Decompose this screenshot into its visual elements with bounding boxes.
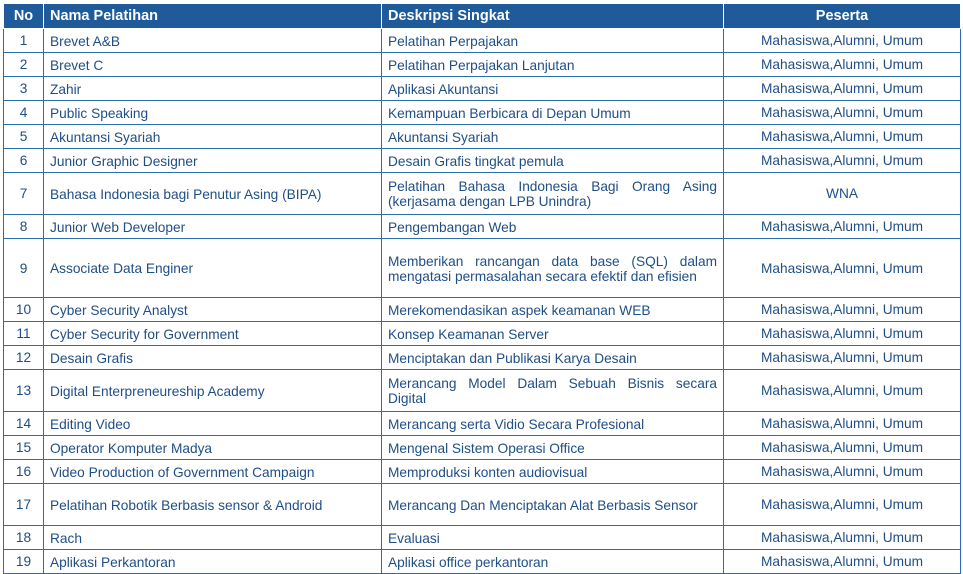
training-description: Evaluasi: [382, 526, 724, 550]
row-number: 9: [4, 239, 44, 298]
training-participants: Mahasiswa,Alumni, Umum: [724, 370, 961, 412]
training-name: Bahasa Indonesia bagi Penutur Asing (BIPA): [44, 173, 382, 215]
training-participants: Mahasiswa,Alumni, Umum: [724, 125, 961, 149]
training-description: Memberikan rancangan data base (SQL) dalam mengatasi permasalahan secara efektif dan efisien: [382, 239, 724, 298]
training-participants: WNA: [724, 173, 961, 215]
training-name: Editing Video: [44, 412, 382, 436]
training-description: Akuntansi Syariah: [382, 125, 724, 149]
training-description: Merancang Dan Menciptakan Alat Berbasis Sensor: [382, 484, 724, 526]
training-description: Konsep Keamanan Server: [382, 322, 724, 346]
row-number: 3: [4, 77, 44, 101]
training-name: Associate Data Enginer: [44, 239, 382, 298]
training-participants: Mahasiswa,Alumni, Umum: [724, 526, 961, 550]
row-number: 14: [4, 412, 44, 436]
training-name: Public Speaking: [44, 101, 382, 125]
training-participants: Mahasiswa,Alumni, Umum: [724, 484, 961, 526]
table-row: [4, 239, 961, 298]
training-participants: Mahasiswa,Alumni, Umum: [724, 53, 961, 77]
table-row: [4, 298, 961, 322]
header-no: No: [4, 4, 44, 29]
table-row: [4, 29, 961, 53]
training-name: Aplikasi Perkantoran: [44, 550, 382, 574]
header-description: Deskripsi Singkat: [382, 4, 724, 29]
training-participants: Mahasiswa,Alumni, Umum: [724, 77, 961, 101]
row-number: 6: [4, 149, 44, 173]
training-name: Akuntansi Syariah: [44, 125, 382, 149]
training-name: Zahir: [44, 77, 382, 101]
row-number: 8: [4, 215, 44, 239]
row-number: 12: [4, 346, 44, 370]
table-row: [4, 215, 961, 239]
training-description: Pelatihan Bahasa Indonesia Bagi Orang Asing (kerjasama dengan LPB Unindra): [382, 173, 724, 215]
training-name: Junior Web Developer: [44, 215, 382, 239]
table-row: [4, 173, 961, 215]
table-row: [4, 412, 961, 436]
training-participants: Mahasiswa,Alumni, Umum: [724, 298, 961, 322]
row-number: 7: [4, 173, 44, 215]
training-description: Merekomendasikan aspek keamanan WEB: [382, 298, 724, 322]
training-participants: Mahasiswa,Alumni, Umum: [724, 460, 961, 484]
training-name: Junior Graphic Designer: [44, 149, 382, 173]
training-description: Mengenal Sistem Operasi Office: [382, 436, 724, 460]
training-name: Pelatihan Robotik Berbasis sensor & Android: [44, 484, 382, 526]
table-row: [4, 77, 961, 101]
row-number: 2: [4, 53, 44, 77]
training-name: Rach: [44, 526, 382, 550]
row-number: 17: [4, 484, 44, 526]
table-row: [4, 149, 961, 173]
training-description: Pengembangan Web: [382, 215, 724, 239]
training-description: Pelatihan Perpajakan: [382, 29, 724, 53]
row-number: 19: [4, 550, 44, 574]
training-name: Cyber Security for Government: [44, 322, 382, 346]
training-description: Desain Grafis tingkat pemula: [382, 149, 724, 173]
table-row: [4, 101, 961, 125]
training-description: Merancang Model Dalam Sebuah Bisnis secara Digital: [382, 370, 724, 412]
row-number: 13: [4, 370, 44, 412]
table-row: [4, 53, 961, 77]
training-name: Operator Komputer Madya: [44, 436, 382, 460]
training-participants: Mahasiswa,Alumni, Umum: [724, 412, 961, 436]
header-participants: Peserta: [724, 4, 961, 29]
training-table: [3, 3, 961, 574]
training-name: Cyber Security Analyst: [44, 298, 382, 322]
row-number: 11: [4, 322, 44, 346]
training-description: Memproduksi konten audiovisual: [382, 460, 724, 484]
training-participants: Mahasiswa,Alumni, Umum: [724, 215, 961, 239]
table-row: [4, 322, 961, 346]
training-participants: Mahasiswa,Alumni, Umum: [724, 149, 961, 173]
row-number: 4: [4, 101, 44, 125]
training-table-container: [3, 3, 960, 574]
training-description: Aplikasi Akuntansi: [382, 77, 724, 101]
row-number: 15: [4, 436, 44, 460]
table-row: [4, 460, 961, 484]
training-participants: Mahasiswa,Alumni, Umum: [724, 550, 961, 574]
header-name: Nama Pelatihan: [44, 4, 382, 29]
row-number: 16: [4, 460, 44, 484]
row-number: 1: [4, 29, 44, 53]
training-participants: Mahasiswa,Alumni, Umum: [724, 322, 961, 346]
training-participants: Mahasiswa,Alumni, Umum: [724, 346, 961, 370]
row-number: 10: [4, 298, 44, 322]
training-participants: Mahasiswa,Alumni, Umum: [724, 436, 961, 460]
table-header-row: [4, 4, 961, 29]
table-row: [4, 436, 961, 460]
training-name: Brevet A&B: [44, 29, 382, 53]
training-participants: Mahasiswa,Alumni, Umum: [724, 239, 961, 298]
row-number: 18: [4, 526, 44, 550]
training-participants: Mahasiswa,Alumni, Umum: [724, 29, 961, 53]
table-row: [4, 370, 961, 412]
training-name: Brevet C: [44, 53, 382, 77]
training-name: Digital Enterpreneureship Academy: [44, 370, 382, 412]
training-description: Kemampuan Berbicara di Depan Umum: [382, 101, 724, 125]
training-description: Merancang serta Vidio Secara Profesional: [382, 412, 724, 436]
table-row: [4, 526, 961, 550]
training-name: Desain Grafis: [44, 346, 382, 370]
training-description: Menciptakan dan Publikasi Karya Desain: [382, 346, 724, 370]
training-name: Video Production of Government Campaign: [44, 460, 382, 484]
training-participants: Mahasiswa,Alumni, Umum: [724, 101, 961, 125]
table-row: [4, 346, 961, 370]
training-description: Pelatihan Perpajakan Lanjutan: [382, 53, 724, 77]
row-number: 5: [4, 125, 44, 149]
training-description: Aplikasi office perkantoran: [382, 550, 724, 574]
table-row: [4, 484, 961, 526]
table-row: [4, 125, 961, 149]
